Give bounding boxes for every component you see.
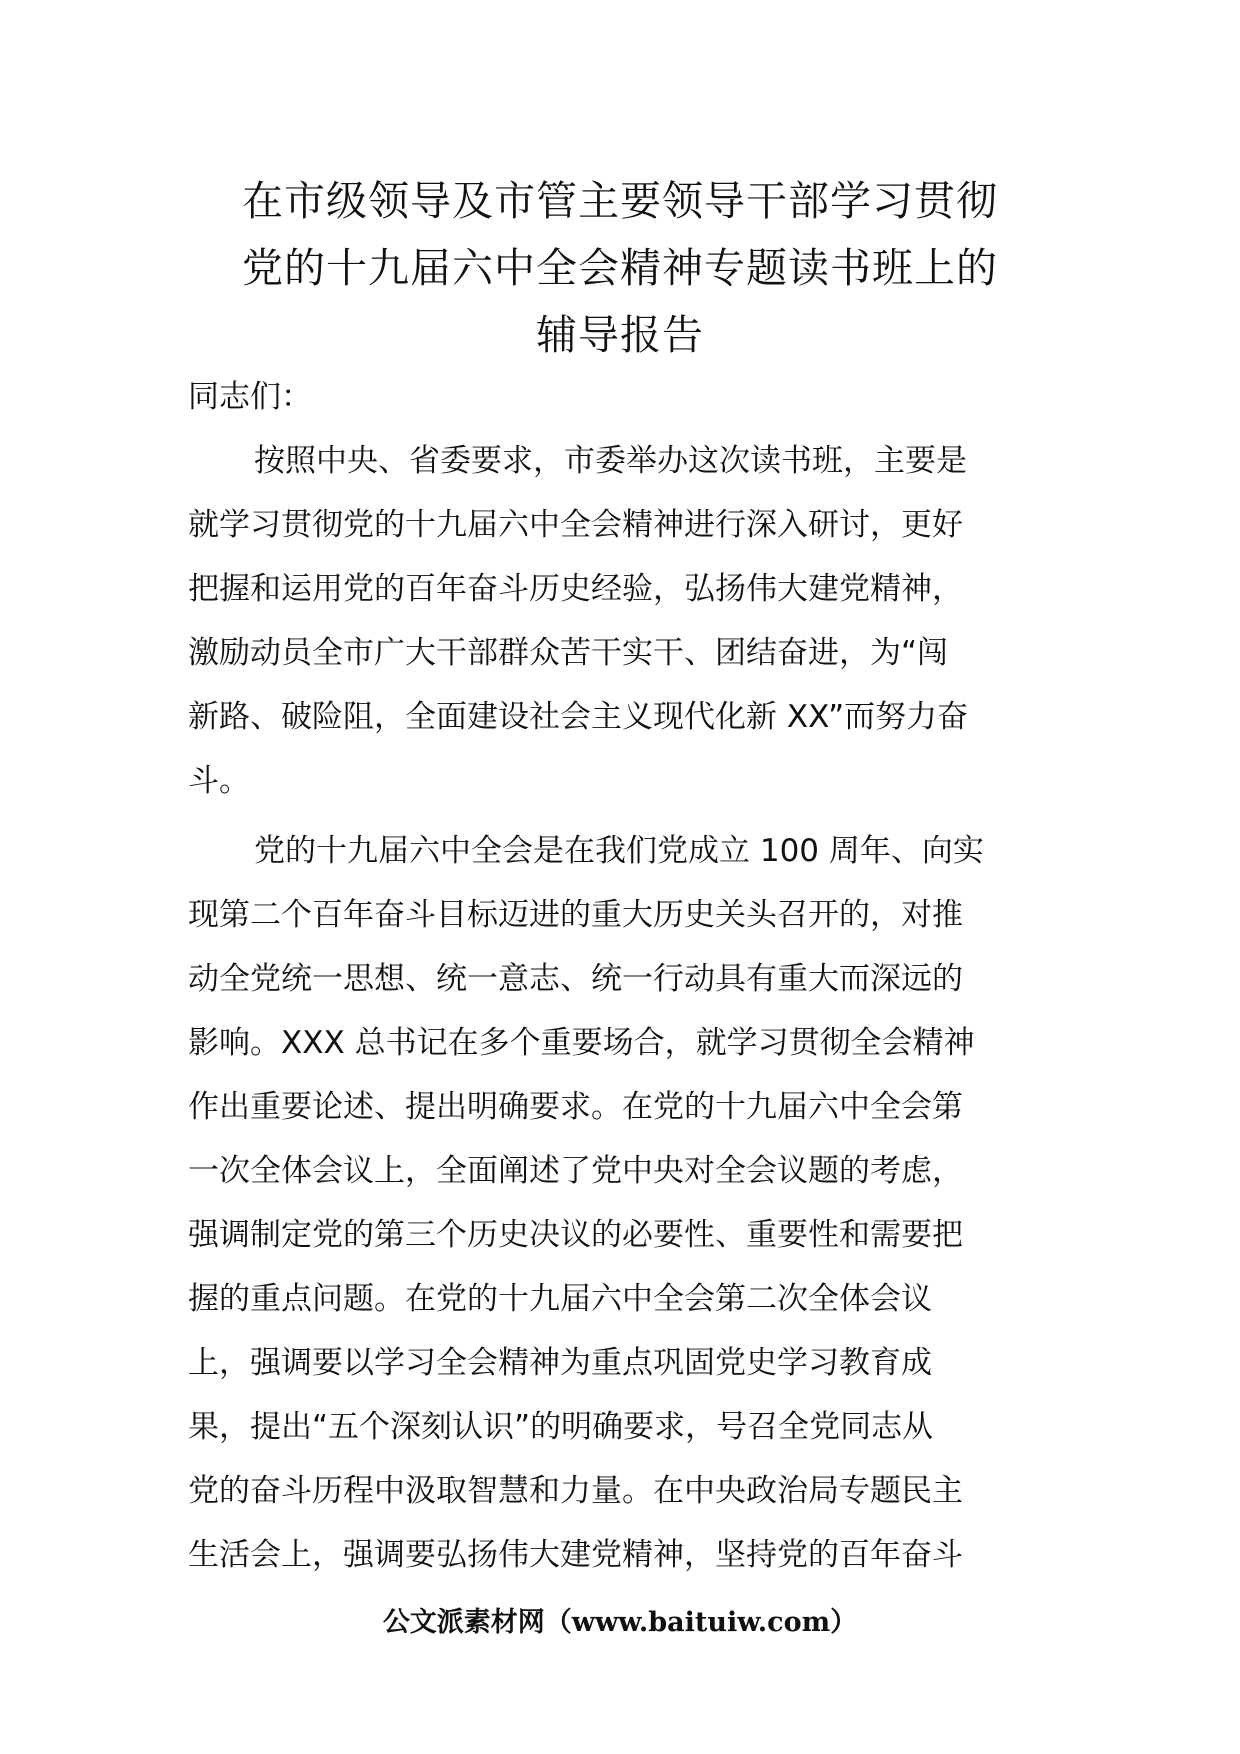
paragraph-line: 新路、破险阻，全面建设社会主义现代化新 XX”而努力奋	[188, 699, 969, 735]
title-line: 在市级领导及市管主要领导干部学习贯彻	[242, 177, 998, 225]
paragraph-line: 现第二个百年奋斗目标迈进的重大历史关头召开的，对推	[188, 897, 963, 933]
paragraph-line: 动全党统一思想、统一意志、统一行动具有重大而深远的	[188, 961, 963, 997]
title-line: 辅导报告	[536, 311, 704, 359]
paragraph-line: 影响。XXX 总书记在多个重要场合，就学习贯彻全会精神	[188, 1025, 975, 1061]
paragraph-line: 一次全体会议上，全面阐述了党中央对全会议题的考虑，	[188, 1153, 963, 1189]
paragraph-line: 作出重要论述、提出明确要求。在党的十九届六中全会第	[188, 1089, 963, 1125]
salutation: 同志们：	[188, 379, 312, 415]
paragraph-line: 上，强调要以学习全会精神为重点巩固党史学习教育成	[188, 1345, 932, 1381]
paragraph-line: 果，提出“五个深刻认识”的明确要求，号召全党同志从	[188, 1409, 934, 1445]
paragraph-line: 握的重点问题。在党的十九届六中全会第二次全体会议	[188, 1281, 932, 1317]
paragraph-1	[188, 429, 1060, 813]
title-line: 党的十九届六中全会精神专题读书班上的	[242, 244, 998, 292]
paragraph-line: 把握和运用党的百年奋斗历史经验，弘扬伟大建党精神，	[188, 571, 963, 607]
paragraph-line: 按照中央、省委要求，市委举办这次读书班，主要是	[254, 443, 967, 479]
paragraph-line: 强调制定党的第三个历史决议的必要性、重要性和需要把	[188, 1217, 963, 1253]
paragraph-line: 生活会上，强调要弘扬伟大建党精神，坚持党的百年奋斗	[188, 1537, 963, 1573]
document-body	[188, 365, 1060, 1587]
paragraph-line: 党的奋斗历程中汲取智慧和力量。在中央政治局专题民主	[188, 1473, 963, 1509]
paragraph-line: 斗。	[188, 763, 250, 799]
paragraph-2	[188, 819, 1060, 1587]
paragraph-line: 党的十九届六中全会是在我们党成立 100 周年、向实	[254, 833, 984, 869]
page-footer-watermark: 公文派素材网（www.baituiw.com）	[382, 1607, 858, 1638]
paragraph-line: 激励动员全市广大干部群众苦干实干、团结奋进，为“闯	[188, 635, 949, 671]
paragraph-line: 就学习贯彻党的十九届六中全会精神进行深入研讨，更好	[188, 507, 963, 543]
document-title	[180, 168, 1060, 369]
